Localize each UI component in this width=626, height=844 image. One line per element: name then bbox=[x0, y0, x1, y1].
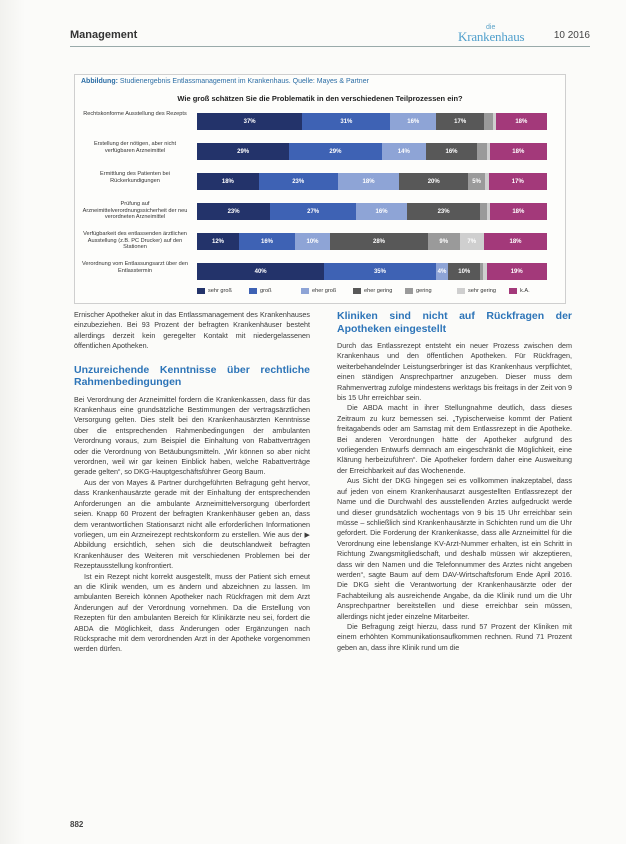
bar-value-label: 37% bbox=[243, 118, 256, 125]
legend-item bbox=[197, 288, 232, 294]
stacked-bar bbox=[197, 143, 547, 160]
bar-value-label: 10% bbox=[458, 268, 471, 275]
legend-label: sehr groß bbox=[208, 288, 232, 294]
bar-value-label: 18% bbox=[515, 118, 528, 125]
bar-value-label: 18% bbox=[512, 148, 525, 155]
running-header bbox=[70, 26, 590, 46]
right-paragraph-4: Die Befragung zeigt hierzu, dass rund 57 Prozent der Kliniken mit einem erhöhten Kommunikationsaufkommen rechnen. Rund 71 Prozent geben an, dass ihre Klinik rund um die bbox=[337, 621, 572, 652]
left-paragraph-4: Ist ein Rezept nicht korrekt ausgestellt, muss der Patient sich erneut an die Klinik wenden, um es ändern und abzeichnen zu lassen. Im ambulanten Bereich können Apotheker nach Rückfragen mit dem Arzt Änderungen auf der Verordnung vornehmen. Da die Erstellung von Rezepten für den ambulanten Bereich für Klinikärzte neu sei, fordert die ABDA die Möglichkeit, dass Änderungen oder Ergänzungen nach Rücksprache mit dem verordnenden Arzt in der Apotheke vorgenommen werden dürfen. bbox=[74, 571, 310, 654]
legend-label: sehr gering bbox=[468, 288, 496, 294]
bar-segment bbox=[487, 263, 547, 280]
bar-value-label: 9% bbox=[439, 238, 449, 245]
legend-item bbox=[405, 288, 432, 294]
left-column bbox=[74, 310, 310, 655]
chart-title: Wie groß schätzen Sie die Problematik in den verschiedenen Teilprozessen ein? bbox=[177, 94, 463, 103]
bar-segment bbox=[426, 143, 477, 160]
bar-value-label: 23% bbox=[227, 208, 240, 215]
bar-segment bbox=[436, 263, 449, 280]
stacked-bar bbox=[197, 233, 547, 250]
bar-segment bbox=[436, 113, 484, 130]
bar-segment bbox=[330, 233, 428, 250]
bar-segment bbox=[324, 263, 435, 280]
bar-value-label: 16% bbox=[375, 208, 388, 215]
stacked-bar bbox=[197, 173, 547, 190]
legend-item bbox=[301, 288, 336, 294]
stacked-bar bbox=[197, 203, 547, 220]
bar-value-label: 19% bbox=[510, 268, 523, 275]
left-heading-1: Unzureichende Kenntnisse über rechtliche Rahmenbedingungen bbox=[74, 363, 310, 389]
right-paragraph-1: Durch das Entlassrezept entsteht ein neuer Prozess zwischen dem Krankenhaus und den öffentlichen Apotheken. Für Rückfragen, weiterbehandelnder Leistungserbringer ist das Krankenhaus verpflichtet, einen ständigen Ansprechpartner anzugeben. Dieser muss dem Rahmenvertrag zufolge mindestens werktags bis freitags in der Zeit von 9 bis 15 Uhr erreichbar sein. bbox=[337, 341, 572, 403]
category-label: Rechtskonforme Ausstellung des Rezepts bbox=[83, 111, 187, 117]
legend-item bbox=[509, 288, 530, 294]
legend-swatch bbox=[509, 288, 517, 294]
figure-box bbox=[74, 74, 566, 304]
brand-logo-small: die bbox=[486, 24, 496, 31]
bar-value-label: 31% bbox=[340, 118, 353, 125]
category-label: Ermittlung des Patienten bei Rückerkundigungen bbox=[100, 171, 170, 184]
bar-value-label: 40% bbox=[254, 268, 267, 275]
bar-segment bbox=[484, 233, 547, 250]
bar-segment bbox=[270, 203, 356, 220]
bar-value-label: 17% bbox=[511, 178, 524, 185]
legend-swatch bbox=[457, 288, 465, 294]
bar-value-label: 17% bbox=[454, 118, 467, 125]
bar-segment bbox=[356, 203, 407, 220]
category-label: Verordnung vom Entlassungsarzt über den Entlasstermin bbox=[81, 261, 189, 274]
right-paragraph-3: Aus Sicht der DKG hingegen sei es vollkommen inakzeptabel, dass auf jeden von einem Krankenhausarzt ausgestellten Entlassrezept der Name und die Durchwahl des ausstellenden Arztes aufgedruckt werde und dieser grundsätzlich wochentags von 9 bis 15 Uhr erreichbar sein müsse – schließlich sind Krankenhausärzte in Schichten rund um die Uhr gefordert. Die Forderung der Krankenkasse, dass alle Arzneimittel für die Verordnung eine lebenslange KV-Arzt-Nummer erhalten, ist ein Schritt in Richtung Zwangsmitgliedschaft, und deshalb müssen wir akzeptieren, dass wir den Namen und die Telefonnummer des Arztes nicht angeben werden“, sagte Baum auf dem DAV-Wirtschaftsforum Ende April 2016. Die DKG sieht die Verantwortung der Krankenhausärzte oder der Fachabteilung als ausreichende Angabe, da die Klinik rund um die Uhr Ansprechpartner bereitstellen und diese erreichbar sein müssen, allerdings nicht jeder einzelne Mitarbeiter. bbox=[337, 476, 572, 621]
bar-value-label: 18% bbox=[362, 178, 375, 185]
bar-segment bbox=[382, 143, 427, 160]
issue-number: 10 2016 bbox=[553, 30, 590, 41]
legend-item bbox=[249, 288, 272, 294]
bar-segment bbox=[477, 143, 487, 160]
bar-value-label: 14% bbox=[397, 148, 410, 155]
bar-segment bbox=[197, 143, 289, 160]
bar-value-label: 5% bbox=[472, 178, 481, 185]
bar-segment bbox=[197, 173, 259, 190]
figure-caption bbox=[81, 78, 369, 85]
left-paragraph-1: Ernischer Apotheker akut in das Entlassmanagement des Krankenhauses einzubeziehen. Bei 93 Prozent der befragten Krankenhäuser besteht allerdings derzeit kein geregelter Kontakt mit niedergelassenen öffentlichen Apotheken. bbox=[74, 310, 310, 351]
legend-swatch bbox=[301, 288, 309, 294]
bar-value-label: 27% bbox=[307, 208, 320, 215]
bar-segment bbox=[468, 173, 485, 190]
legend-label: eher groß bbox=[312, 288, 337, 294]
bar-segment bbox=[390, 113, 436, 130]
bar-value-label: 12% bbox=[211, 238, 224, 245]
bar-segment bbox=[295, 233, 330, 250]
bar-segment bbox=[496, 113, 547, 130]
bar-segment bbox=[490, 143, 547, 160]
bar-value-label: 16% bbox=[260, 238, 273, 245]
legend-item bbox=[353, 288, 392, 294]
bar-segment bbox=[197, 263, 324, 280]
brand-logo bbox=[458, 26, 538, 46]
bar-value-label: 35% bbox=[373, 268, 386, 275]
bar-segment bbox=[407, 203, 480, 220]
bar-segment bbox=[489, 173, 547, 190]
bar-segment bbox=[197, 233, 239, 250]
bar-segment bbox=[484, 113, 493, 130]
legend-label: k.A. bbox=[520, 288, 530, 294]
bar-value-label: 4% bbox=[437, 268, 447, 275]
bar-value-label: 18% bbox=[509, 238, 522, 245]
bar-value-label: 18% bbox=[221, 178, 234, 185]
legend-swatch bbox=[353, 288, 361, 294]
legend-label: groß bbox=[260, 288, 272, 294]
bar-value-label: 18% bbox=[512, 208, 525, 215]
brand-logo-text: Krankenhaus bbox=[458, 29, 525, 44]
bar-value-label: 28% bbox=[372, 238, 385, 245]
legend-label: eher gering bbox=[364, 288, 393, 294]
bar-value-label: 20% bbox=[427, 178, 440, 185]
left-paragraph-2: Bei Verordnung der Arzneimittel fordern die Krankenkassen, dass für das Krankenhaus eine grundsätzliche Bestimmungen der vertragsärztlichen Versorgung gelten. Dies stellt bei den Krankenhausärzten Kenntnisse über die entsprechenden Rahmenbedingungen der ambulanten Verordnung voraus, zum Beispiel die Einhaltung von Rabattverträgen oder die Verordnung von Betäubungsmitteln. „Wir können so aber nicht verordnen, weil wir gar keinen Einblick haben, welche Rabattverträge gerade gelten“, so DKG-Hauptgeschäftsführer Georg Baum. bbox=[74, 394, 310, 477]
bar-segment bbox=[460, 233, 485, 250]
bar-value-label: 23% bbox=[437, 208, 450, 215]
stacked-bar bbox=[197, 263, 547, 280]
bar-segment bbox=[197, 113, 302, 130]
bar-segment bbox=[338, 173, 400, 190]
bar-segment bbox=[448, 263, 480, 280]
bar-segment bbox=[259, 173, 338, 190]
legend-swatch bbox=[249, 288, 257, 294]
right-paragraph-2: Die ABDA macht in ihrer Stellungnahme deutlich, dass dieses Zeitraum zu kurz bemessen sei. „Typischerweise kommt der Patient freitagabends oder am Samstag mit dem Entlassrezept in die Apotheke. Bei anderen Verordnungen hätte der Apotheker aufgrund des vorliegenden Entwurfs demnach am eingeschränkt die Möglichkeit, eine Klärung herbeizuführen“. Die Apotheker fordern daher eine Ausweitung der Erreichbarkeit auf das Wochenende. bbox=[337, 403, 572, 475]
bar-value-label: 29% bbox=[237, 148, 250, 155]
section-title: Management bbox=[70, 29, 138, 41]
header-divider bbox=[70, 46, 590, 47]
bar-segment bbox=[399, 173, 468, 190]
chart-legend bbox=[197, 288, 557, 298]
category-label: Erstellung der nötigen, aber nicht verfügbaren Arzneimittel bbox=[93, 141, 177, 154]
bar-value-label: 10% bbox=[306, 238, 319, 245]
bar-segment bbox=[490, 203, 547, 220]
category-label: Verfügbarkeit des entlassenden ärztlichen Ausstellung (z.B. PC Drucker) auf den Stationen bbox=[83, 231, 187, 251]
figure-caption-text: Studienergebnis Entlassmanagement im Krankenhaus. Quelle: Mayes & Partner bbox=[119, 78, 369, 85]
bar-segment bbox=[239, 233, 295, 250]
legend-swatch bbox=[197, 288, 205, 294]
bar-value-label: 23% bbox=[292, 178, 305, 185]
category-label: Prüfung auf Arzneimittelverordnungssicherheit der neu verordneten Arzneimittel bbox=[82, 201, 188, 221]
right-column bbox=[337, 310, 572, 653]
left-paragraph-3: Aus der von Mayes & Partner durchgeführten Befragung geht hervor, dass Krankenhausärzte gerade mit der Einhaltung der entsprechenden Anforderungen an die ambulante Arzneimittelversorgung überfordert seien. Knapp 60 Prozent der befragten Krankenhäuser geben an, dass dem verantwortlichen Stationsarzt nicht alle erforderlichen Informationen vorliegen, um ein Arzneirezept rechtskonform zu erstellen. Wie aus der ▶ Abbildung ersichtlich, sehen sich die deutschlandweit befragten Krankenhäuser des Weiteren mit verschiedenen Problemen bei der Rezeptausstellung konfrontiert. bbox=[74, 477, 310, 571]
legend-item bbox=[457, 288, 496, 294]
bar-value-label: 16% bbox=[445, 148, 458, 155]
right-heading-1: Kliniken sind nicht auf Rückfragen der Apotheken eingestellt bbox=[337, 310, 572, 335]
bar-segment bbox=[302, 113, 390, 130]
bar-segment bbox=[289, 143, 381, 160]
bar-value-label: 29% bbox=[329, 148, 342, 155]
legend-label: gering bbox=[416, 288, 432, 294]
bar-segment bbox=[197, 203, 270, 220]
bar-value-label: 16% bbox=[407, 118, 420, 125]
bar-segment bbox=[428, 233, 460, 250]
page-number: 882 bbox=[70, 820, 84, 829]
figure-caption-label: Abbildung: bbox=[81, 78, 118, 85]
legend-swatch bbox=[405, 288, 413, 294]
stacked-bar bbox=[197, 113, 547, 130]
bar-value-label: 7% bbox=[467, 238, 477, 245]
